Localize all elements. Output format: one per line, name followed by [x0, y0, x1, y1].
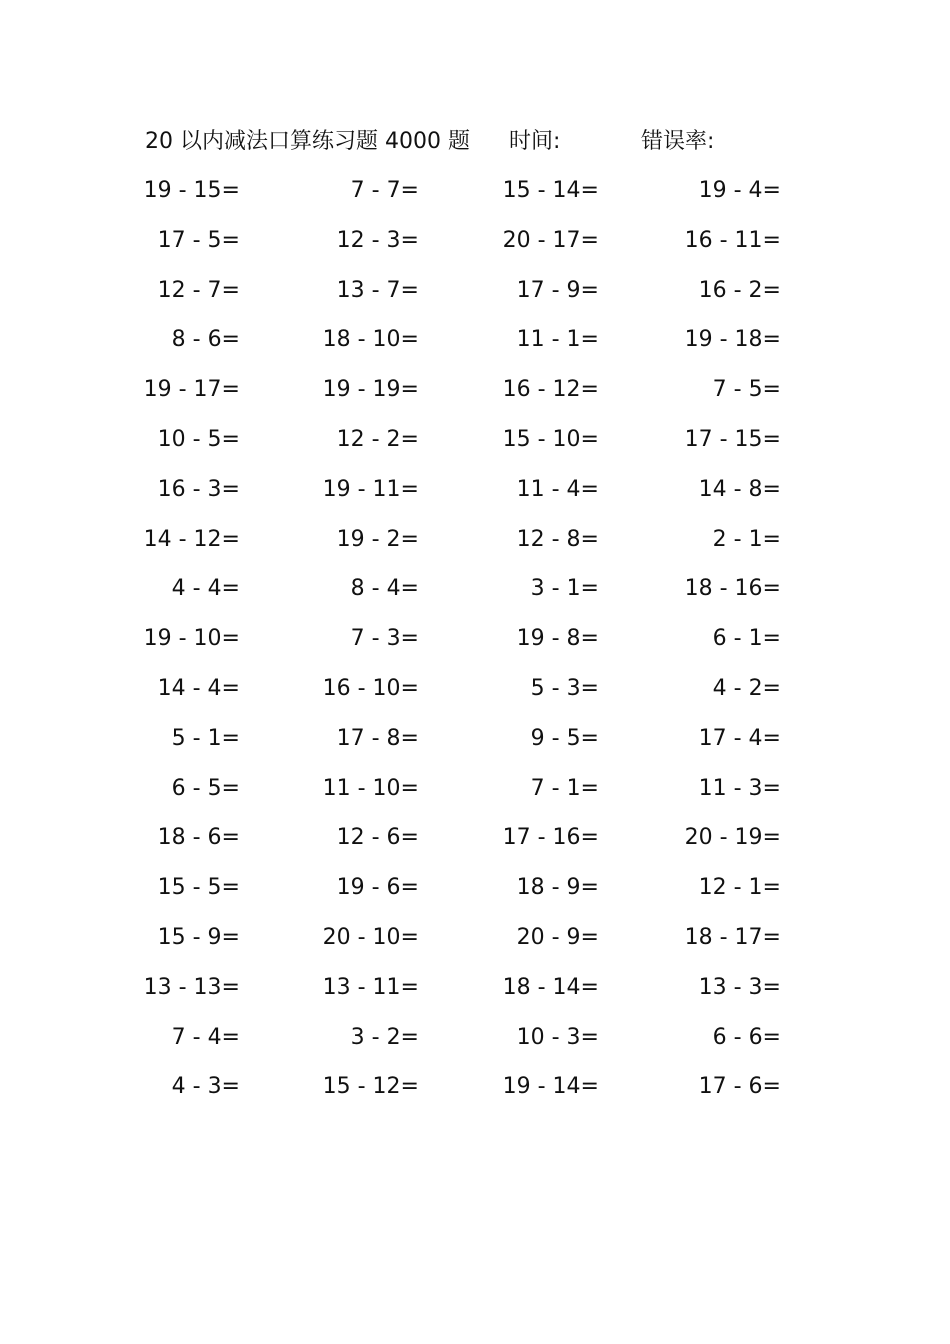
problem-item: 19 - 18=: [684, 327, 781, 353]
problem-item: 6 - 1=: [712, 626, 781, 652]
problem-item: 17 - 15=: [684, 426, 781, 452]
problem-item: 2 - 1=: [712, 526, 781, 552]
problem-grid: [0, 167, 950, 1113]
problem-item: 19 - 4=: [698, 178, 781, 203]
problem-item: 11 - 10=: [322, 775, 419, 801]
problem-row: [0, 765, 950, 815]
problem-item: 10 - 3=: [516, 1024, 599, 1050]
problem-item: 16 - 11=: [684, 227, 781, 253]
problem-item: 8 - 6=: [171, 327, 240, 353]
error-rate-label: 错误率:: [641, 129, 715, 154]
problem-item: 18 - 14=: [502, 974, 599, 1000]
problem-row: [0, 316, 950, 366]
problem-item: 19 - 10=: [143, 626, 240, 652]
problem-item: 13 - 7=: [336, 277, 419, 303]
problem-item: 12 - 2=: [336, 426, 419, 452]
problem-item: 12 - 3=: [336, 227, 419, 253]
problem-item: 4 - 3=: [171, 1074, 240, 1100]
problem-item: 18 - 17=: [684, 924, 781, 950]
problem-item: 6 - 6=: [712, 1024, 781, 1050]
problem-item: 13 - 11=: [322, 974, 419, 1000]
problem-item: 14 - 4=: [157, 675, 240, 701]
problem-item: 7 - 3=: [350, 626, 419, 652]
problem-item: 3 - 1=: [530, 576, 599, 602]
problem-item: 12 - 1=: [698, 875, 781, 901]
problem-item: 7 - 4=: [171, 1024, 240, 1050]
problem-item: 13 - 3=: [698, 974, 781, 1000]
problem-item: 10 - 5=: [157, 426, 240, 452]
problem-item: 20 - 9=: [516, 924, 599, 950]
problem-item: 4 - 4=: [171, 576, 240, 602]
problem-item: 19 - 15=: [143, 178, 240, 203]
problem-row: [0, 416, 950, 466]
problem-row: [0, 864, 950, 914]
problem-row: [0, 267, 950, 317]
problem-row: [0, 516, 950, 566]
problem-item: 4 - 2=: [712, 675, 781, 701]
problem-item: 17 - 16=: [502, 825, 599, 851]
problem-item: 9 - 5=: [530, 725, 599, 751]
problem-item: 11 - 1=: [516, 327, 599, 353]
problem-item: 15 - 12=: [322, 1074, 419, 1100]
problem-row: [0, 366, 950, 416]
problem-item: 18 - 6=: [157, 825, 240, 851]
problem-item: 15 - 9=: [157, 924, 240, 950]
problem-item: 18 - 9=: [516, 875, 599, 901]
problem-item: 7 - 7=: [350, 178, 419, 203]
problem-item: 20 - 19=: [684, 825, 781, 851]
problem-row: [0, 964, 950, 1014]
problem-item: 6 - 5=: [171, 775, 240, 801]
problem-row: [0, 1014, 950, 1064]
problem-item: 13 - 13=: [143, 974, 240, 1000]
problem-item: 12 - 8=: [516, 526, 599, 552]
problem-item: 19 - 14=: [502, 1074, 599, 1100]
problem-item: 19 - 6=: [336, 875, 419, 901]
problem-item: 19 - 19=: [322, 377, 419, 403]
problem-item: 3 - 2=: [350, 1024, 419, 1050]
problem-item: 14 - 8=: [698, 476, 781, 502]
problem-item: 12 - 6=: [336, 825, 419, 851]
problem-item: 16 - 10=: [322, 675, 419, 701]
problem-item: 17 - 8=: [336, 725, 419, 751]
problem-item: 19 - 17=: [143, 377, 240, 403]
problem-item: 20 - 10=: [322, 924, 419, 950]
problem-row: [0, 665, 950, 715]
problem-row: [0, 1063, 950, 1113]
problem-row: [0, 217, 950, 267]
time-label: 时间:: [509, 129, 561, 154]
problem-item: 11 - 4=: [516, 476, 599, 502]
problem-item: 20 - 17=: [502, 227, 599, 253]
problem-item: 15 - 14=: [502, 178, 599, 203]
problem-item: 17 - 4=: [698, 725, 781, 751]
problem-row: [0, 167, 950, 217]
problem-item: 19 - 2=: [336, 526, 419, 552]
problem-row: [0, 466, 950, 516]
problem-item: 18 - 10=: [322, 327, 419, 353]
problem-item: 15 - 5=: [157, 875, 240, 901]
problem-item: 7 - 5=: [712, 377, 781, 403]
problem-item: 5 - 3=: [530, 675, 599, 701]
problem-item: 17 - 6=: [698, 1074, 781, 1100]
problem-item: 17 - 9=: [516, 277, 599, 303]
problem-row: [0, 715, 950, 765]
problem-item: 5 - 1=: [171, 725, 240, 751]
problem-item: 8 - 4=: [350, 576, 419, 602]
worksheet-title: 20 以内减法口算练习题 4000 题: [145, 129, 470, 154]
problem-row: [0, 615, 950, 665]
problem-item: 16 - 3=: [157, 476, 240, 502]
problem-item: 14 - 12=: [143, 526, 240, 552]
problem-row: [0, 565, 950, 615]
problem-item: 12 - 7=: [157, 277, 240, 303]
problem-row: [0, 814, 950, 864]
problem-item: 15 - 10=: [502, 426, 599, 452]
problem-item: 11 - 3=: [698, 775, 781, 801]
problem-item: 7 - 1=: [530, 775, 599, 801]
problem-item: 16 - 12=: [502, 377, 599, 403]
problem-item: 17 - 5=: [157, 227, 240, 253]
problem-row: [0, 914, 950, 964]
problem-item: 18 - 16=: [684, 576, 781, 602]
problem-item: 16 - 2=: [698, 277, 781, 303]
problem-item: 19 - 11=: [322, 476, 419, 502]
worksheet-header: [145, 124, 845, 160]
problem-item: 19 - 8=: [516, 626, 599, 652]
